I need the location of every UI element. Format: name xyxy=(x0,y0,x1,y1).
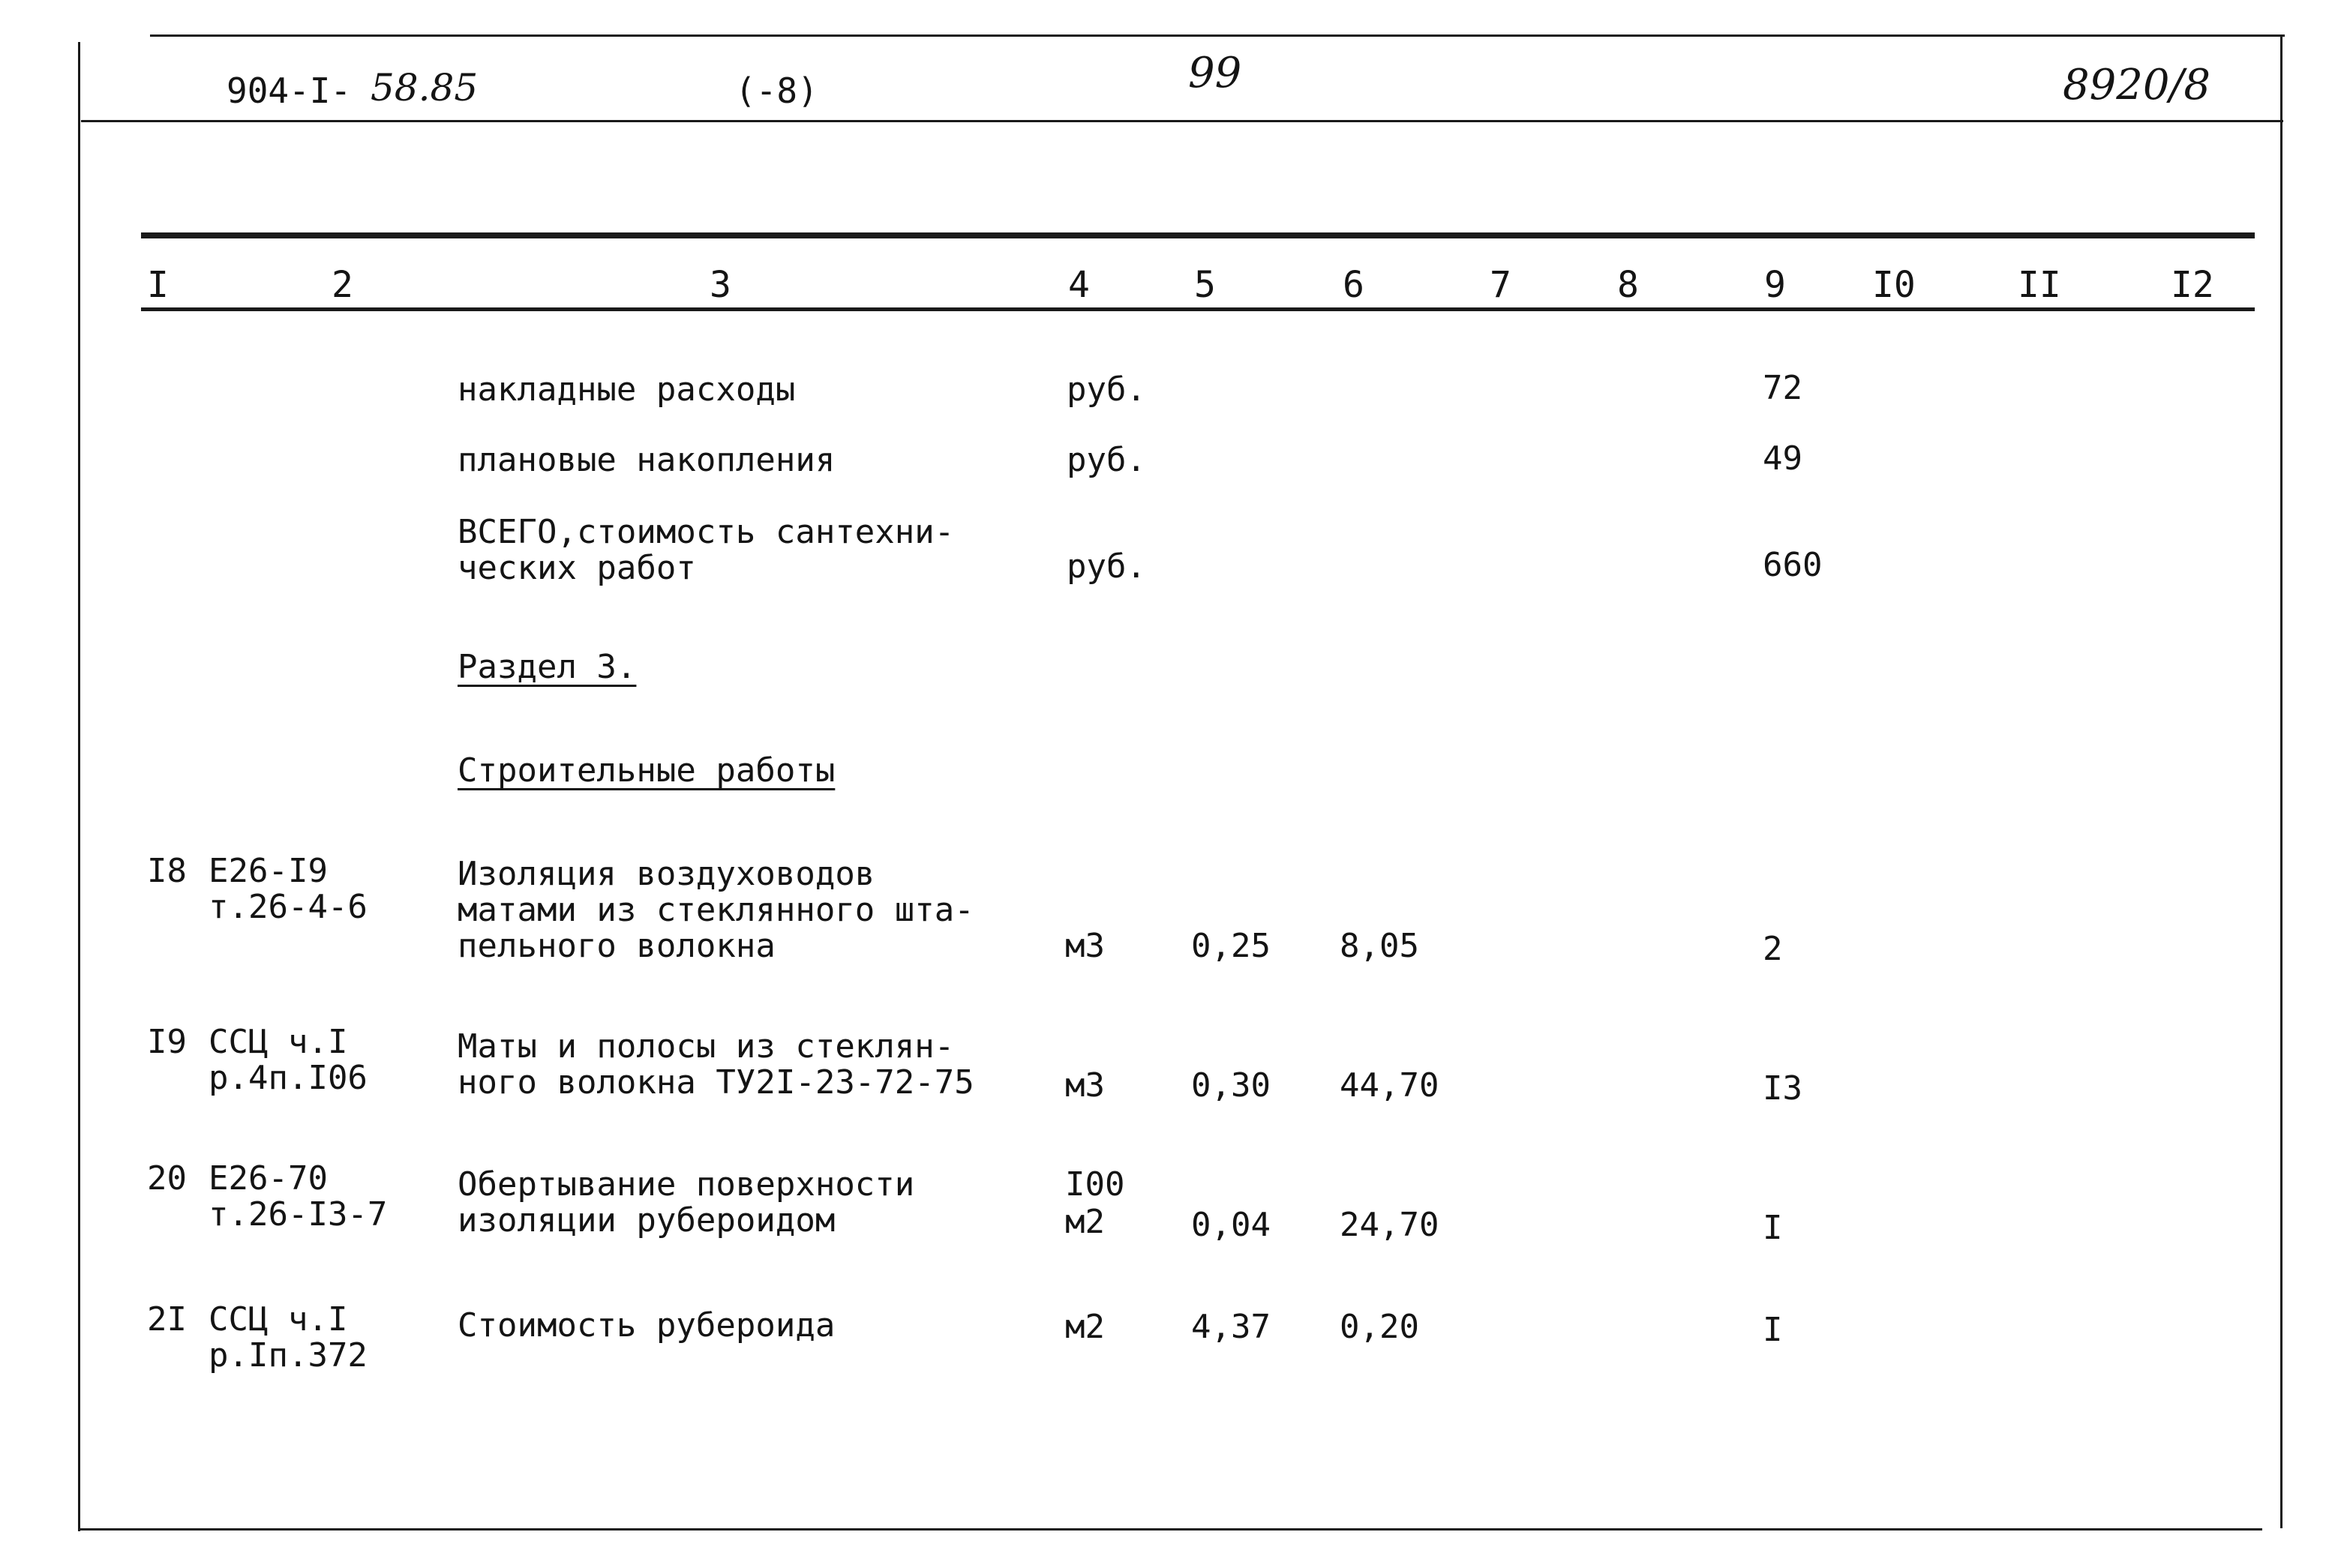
section-subtitle: Строительные работы xyxy=(458,751,836,790)
item-20-unit-line1: I00 xyxy=(1065,1165,1125,1204)
item-19-col9: I3 xyxy=(1763,1069,1802,1108)
summary-row-overhead-unit: руб. xyxy=(1067,370,1146,409)
column-header-12: I2 xyxy=(2171,264,2214,306)
column-header-3: 3 xyxy=(710,264,731,306)
item-20-col6: 24,70 xyxy=(1340,1206,1439,1244)
frame-bottom-line xyxy=(78,1528,2262,1531)
item-21-col6: 0,20 xyxy=(1340,1308,1419,1346)
summary-row-overhead-col9: 72 xyxy=(1763,369,1802,407)
table-header-rule xyxy=(141,307,2255,311)
item-20-code-line2: т.26-I3-7 xyxy=(209,1195,388,1234)
column-header-1: I xyxy=(147,264,169,306)
item-18-col5: 0,25 xyxy=(1191,927,1271,965)
item-20-unit-line2: м2 xyxy=(1065,1203,1105,1241)
item-19-description-line2: ного волокна ТУ2I-23-72-75 xyxy=(458,1063,974,1102)
column-header-7: 7 xyxy=(1490,264,1511,306)
item-21-description-line1: Стоимость рубероида xyxy=(458,1306,836,1345)
item-18-code-line1: Е26-I9 xyxy=(209,852,328,890)
column-header-8: 8 xyxy=(1617,264,1639,306)
sheet-marker: (-8) xyxy=(735,70,818,111)
item-21-code-line1: ССЦ ч.I xyxy=(209,1300,348,1339)
column-header-6: 6 xyxy=(1343,264,1364,306)
item-18-code-line2: т.26-4-6 xyxy=(209,888,368,926)
item-21-code-line2: р.Iп.372 xyxy=(209,1336,368,1375)
summary-row-overhead-description: накладные расходы xyxy=(458,370,796,409)
item-19-col6: 44,70 xyxy=(1340,1066,1439,1105)
header-divider-line xyxy=(81,120,2283,122)
item-19-code-line2: р.4п.I06 xyxy=(209,1059,368,1097)
item-19-description-line1: Маты и полосы из стеклян- xyxy=(458,1027,955,1066)
item-21-col5: 4,37 xyxy=(1191,1308,1271,1346)
item-21-number: 2I xyxy=(147,1300,187,1339)
item-20-description-line2: изоляции рубероидом xyxy=(458,1201,836,1240)
item-18-col6: 8,05 xyxy=(1340,927,1419,965)
summary-row-savings-col9: 49 xyxy=(1763,439,1802,478)
column-header-11: II xyxy=(2018,264,2061,306)
item-18-description-line2: матами из стеклянного шта- xyxy=(458,891,974,929)
item-18-description-line3: пельного волокна xyxy=(458,927,776,965)
summary-row-total-col9: 660 xyxy=(1763,546,1823,584)
item-18-col9: 2 xyxy=(1763,930,1783,968)
item-20-code-line1: Е26-70 xyxy=(209,1159,328,1198)
item-21-col9: I xyxy=(1763,1311,1783,1349)
summary-row-total-description-line2: ческих работ xyxy=(458,549,696,587)
section-title: Раздел 3. xyxy=(458,648,637,686)
frame-top-line xyxy=(150,34,2285,37)
page-number: 99 xyxy=(1188,49,1242,97)
item-21-unit: м2 xyxy=(1065,1308,1105,1346)
doc-code-prefix: 904-I- xyxy=(227,70,352,111)
summary-row-savings-description: плановые накопления xyxy=(458,441,836,479)
item-20-col9: I xyxy=(1763,1209,1783,1247)
item-20-col5: 0,04 xyxy=(1191,1206,1271,1244)
item-19-number: I9 xyxy=(147,1023,187,1061)
item-19-unit: м3 xyxy=(1065,1066,1105,1105)
summary-row-total-description-line1: ВСЕГО,стоимость сантехни- xyxy=(458,513,955,551)
summary-row-savings-unit: руб. xyxy=(1067,441,1146,479)
doc-code-handwritten: 58.85 xyxy=(371,66,479,109)
item-20-number: 20 xyxy=(147,1159,187,1198)
table-top-rule xyxy=(141,232,2255,238)
column-header-5: 5 xyxy=(1194,264,1216,306)
column-header-2: 2 xyxy=(332,264,353,306)
item-18-description-line1: Изоляция воздуховодов xyxy=(458,855,875,893)
item-18-number: I8 xyxy=(147,852,187,890)
column-header-10: I0 xyxy=(1872,264,1916,306)
item-19-col5: 0,30 xyxy=(1191,1066,1271,1105)
item-20-description-line1: Обертывание поверхности xyxy=(458,1165,915,1204)
column-header-9: 9 xyxy=(1764,264,1786,306)
item-19-code-line1: ССЦ ч.I xyxy=(209,1023,348,1061)
summary-row-total-unit: руб. xyxy=(1067,547,1146,586)
item-18-unit: м3 xyxy=(1065,927,1105,965)
frame-left-line xyxy=(78,42,80,1531)
frame-right-line xyxy=(2280,36,2282,1528)
column-header-4: 4 xyxy=(1068,264,1090,306)
archive-number: 8920/8 xyxy=(2063,61,2211,109)
